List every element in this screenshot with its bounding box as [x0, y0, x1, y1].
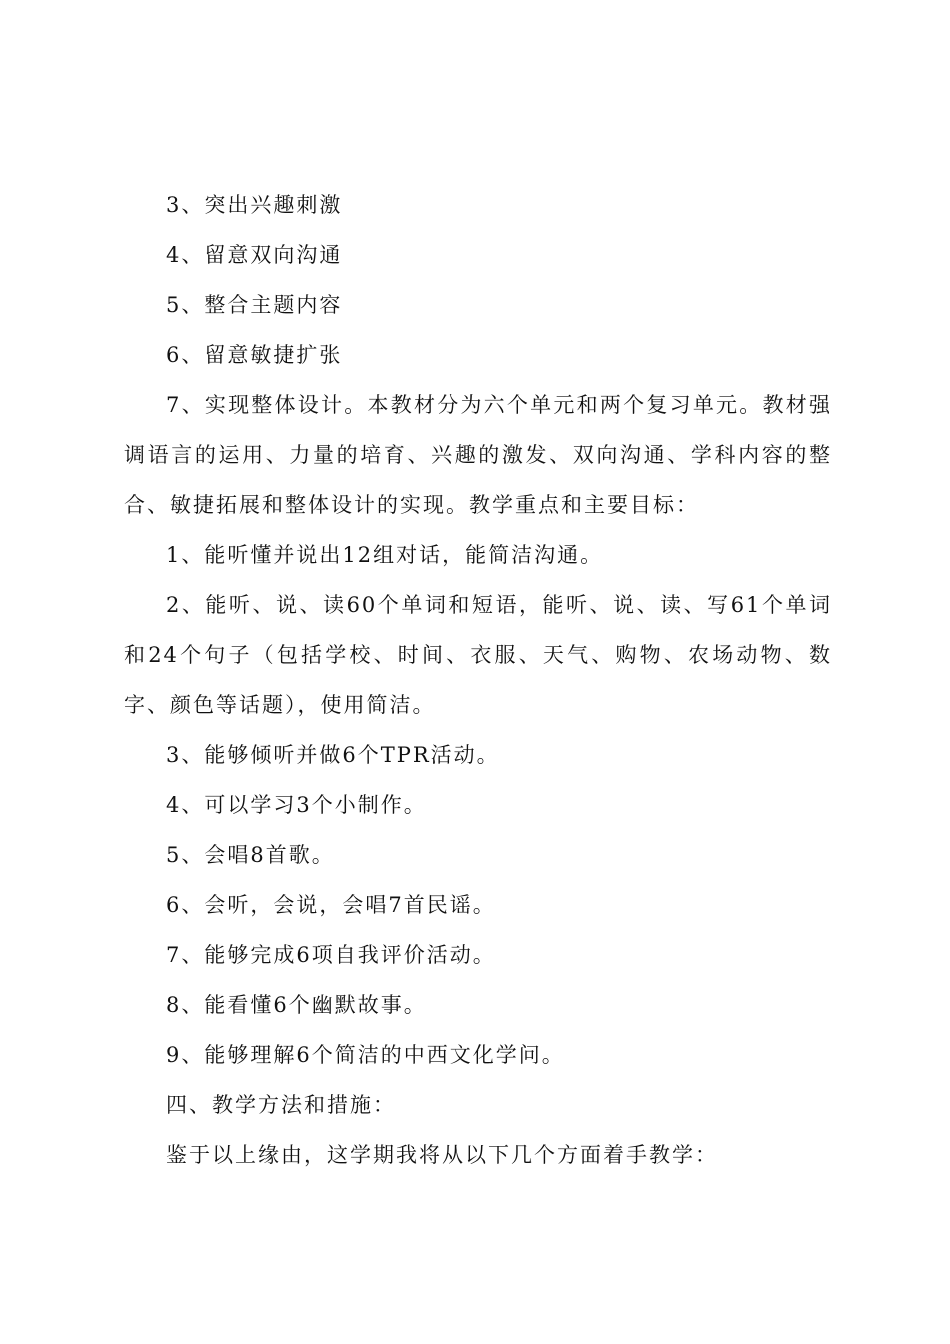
goal-item-tpr: 3、能够倾听并做6个TPR活动。	[166, 743, 500, 767]
list-item-highlight-interest: 3、突出兴趣刺激	[166, 193, 343, 217]
goal-item-crafts: 4、可以学习3个小制作。	[166, 793, 427, 817]
document-body	[124, 180, 832, 1180]
paragraph-methods-intro: 鉴于以上缘由，这学期我将从以下几个方面着手教学：	[166, 1143, 718, 1167]
goal-item-self-assessment: 7、能够完成6项自我评价活动。	[166, 943, 496, 967]
goal-item-songs: 5、会唱8首歌。	[166, 843, 335, 867]
paragraph-overall-design: 7、实现整体设计。本教材分为六个单元和两个复习单元。教材强调语言的运用、力量的培育、兴趣的激发、双向沟通、学科内容的整合、敏捷拓展和整体设计的实现。教学重点和主要目标：	[124, 393, 832, 517]
goal-item-stories: 8、能看懂6个幽默故事。	[166, 993, 427, 1017]
section-heading-methods: 四、教学方法和措施：	[166, 1093, 396, 1117]
goal-item-dialogues: 1、能听懂并说出12组对话，能简洁沟通。	[166, 543, 604, 567]
list-item-flexible-extension: 6、留意敏捷扩张	[166, 343, 343, 367]
goal-item-rhymes: 6、会听，会说，会唱7首民谣。	[166, 893, 496, 917]
goal-item-culture: 9、能够理解6个简洁的中西文化学问。	[166, 1043, 565, 1067]
list-item-two-way-communication: 4、留意双向沟通	[166, 243, 343, 267]
list-item-integrate-topics: 5、整合主题内容	[166, 293, 343, 317]
goal-item-vocabulary: 2、能听、说、读60个单词和短语，能听、说、读、写61个单词和24个句子（包括学校、时间、衣服、天气、购物、农场动物、数字、颜色等话题），使用简洁。	[124, 593, 832, 717]
